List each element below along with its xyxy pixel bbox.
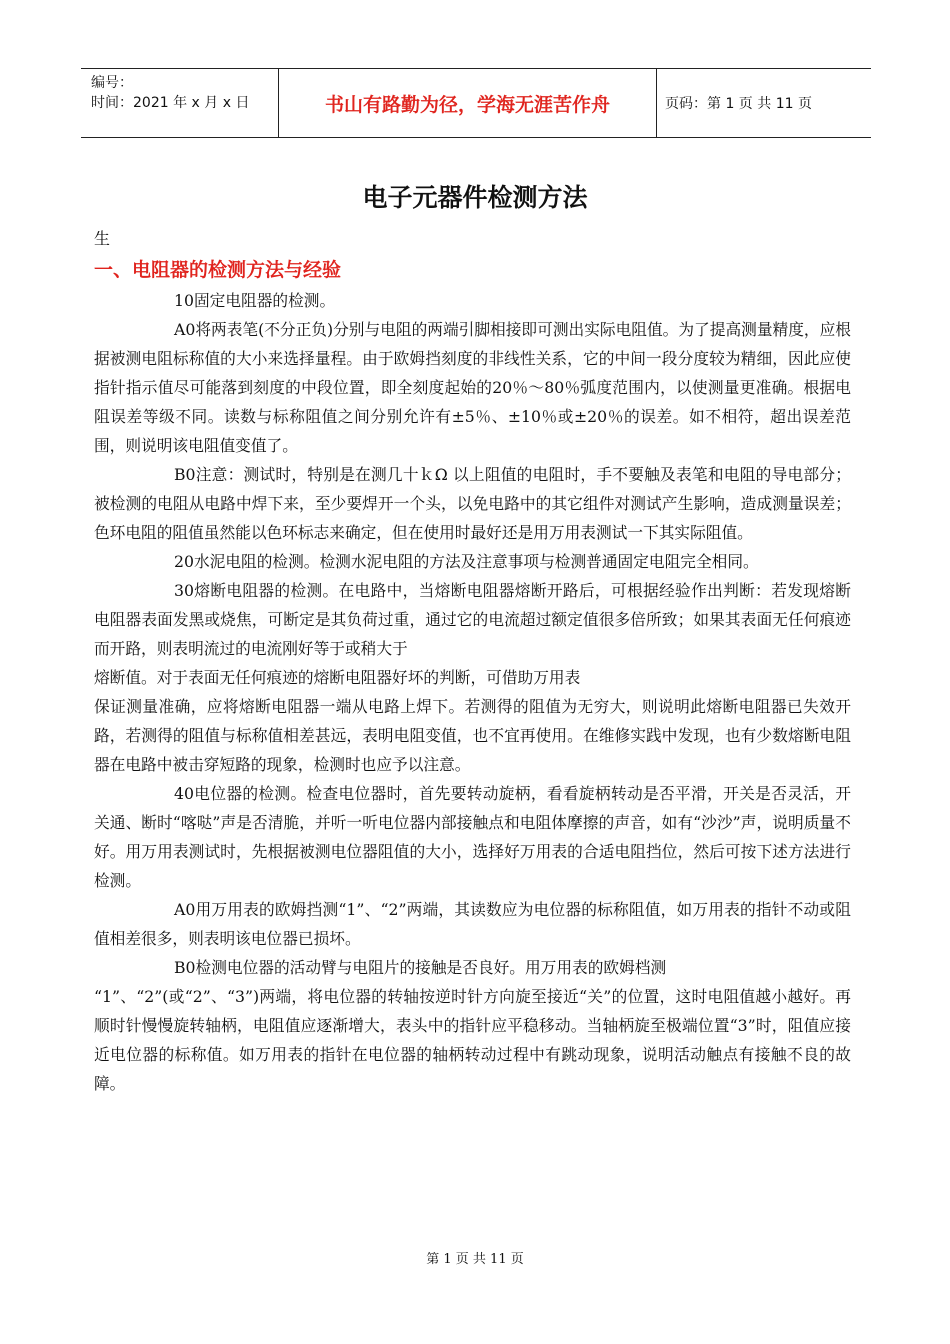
paragraph-fuse-resistor-cont2: 保证测量准确，应将熔断电阻器一端从电路上焊下。若测得的阻值为无穷大，则说明此熔断电阻器已失效开路，若测得的阻值与标称值相差甚远，表明电阻变值，也不宜再使用。在维修实践中发现，也有少数熔断电阻器在电路中被击穿短路的现象，检测时也应予以注意。 (94, 697, 851, 774)
stray-character: 生 (94, 229, 111, 248)
section-heading-resistor: 一、电阻器的检测方法与经验 (94, 259, 342, 281)
paragraph-fixed-resistor: 10固定电阻器的检测。 (174, 291, 336, 310)
paragraph-measure-method: A0将两表笔(不分正负)分别与电阻的两端引脚相接即可测出实际电阻值。为了提高测量精度，应根据被测电阻标称值的大小来选择量程。由于欧姆挡刻度的非线性关系，它的中间一段分度较为精细，因此应使指针指示值尽可能落到刻度的中段位置，即全刻度起始的20％～80％弧度范围内，以使测量更准确。根据电阻误差等级不同。读数与标称阻值之间分别允许有±5％、±10％或±20％的误差。如不相符，超出误差范围，则说明该电阻值变值了。 (94, 320, 851, 455)
paragraph-potentiometer-b-cont: “1”、“2”(或“2”、“3”)两端，将电位器的转轴按逆时针方向旋至接近“关”的位置，这时电阻值越小越好。再顺时针慢慢旋转轴柄，电阻值应逐渐增大，表头中的指针应平稳移动。当轴柄旋至极端位置“3”时，阻值应接近电位器的标称值。如万用表的指针在电位器的轴柄转动过程中有跳动现象，说明活动触点有接触不良的故障。 (94, 987, 851, 1093)
document-time-label: 时间：2021 年 x 月 x 日 (91, 95, 250, 111)
paragraph-potentiometer: 40电位器的检测。检查电位器时，首先要转动旋柄，看看旋柄转动是否平滑，开关是否灵活，开关通、断时“喀哒”声是否清脆，并听一听电位器内部接触点和电阻体摩擦的声音，如有“沙沙”声，说明质量不好。用万用表测试时，先根据被测电位器阻值的大小，选择好万用表的合适电阻挡位，然后可按下述方法进行检测。 (94, 784, 851, 890)
paragraph-potentiometer-b: B0检测电位器的活动臂与电阻片的接触是否良好。用万用表的欧姆档测 (174, 958, 667, 977)
document-title: 电子元器件检测方法 (362, 183, 588, 212)
document-body (94, 224, 851, 1098)
paragraph-potentiometer-a: A0用万用表的欧姆挡测“1”、“2”两端，其读数应为电位器的标称阻值，如万用表的指针不动或阻值相差很多，则表明该电位器已损坏。 (94, 900, 851, 948)
paragraph-caution: B0注意：测试时，特别是在测几十ｋΩ 以上阻值的电阻时，手不要触及表笔和电阻的导电部分；被检测的电阻从电路中焊下来，至少要焊开一个头，以免电路中的其它组件对测试产生影响，造成测量误差；色环电阻的阻值虽然能以色环标志来确定，但在使用时最好还是用万用表测试一下其实际阻值。 (94, 465, 851, 542)
paragraph-fuse-resistor: 30熔断电阻器的检测。在电路中，当熔断电阻器熔断开路后，可根据经验作出判断：若发现熔断电阻器表面发黑或烧焦，可断定是其负荷过重，通过它的电流超过额定值很多倍所致；如果其表面无任何痕迹而开路，则表明流过的电流刚好等于或稍大于 (94, 581, 851, 658)
page-footer: 第 1 页 共 11 页 (426, 1252, 524, 1267)
header-motto-cell (279, 69, 657, 137)
header-page-label: 页码：第 1 页 共 11 页 (665, 96, 812, 112)
header-table (81, 68, 871, 138)
document-number-label: 编号： (91, 75, 133, 91)
paragraph-cement-resistor: 20水泥电阻的检测。检测水泥电阻的方法及注意事项与检测普通固定电阻完全相同。 (174, 552, 759, 571)
header-meta-cell (81, 69, 279, 137)
header-motto: 书山有路勤为径，学海无涯苦作舟 (324, 93, 610, 116)
paragraph-fuse-resistor-cont1: 熔断值。对于表面无任何痕迹的熔断电阻器好坏的判断，可借助万用表 (94, 668, 581, 687)
header-page-cell (657, 69, 871, 137)
